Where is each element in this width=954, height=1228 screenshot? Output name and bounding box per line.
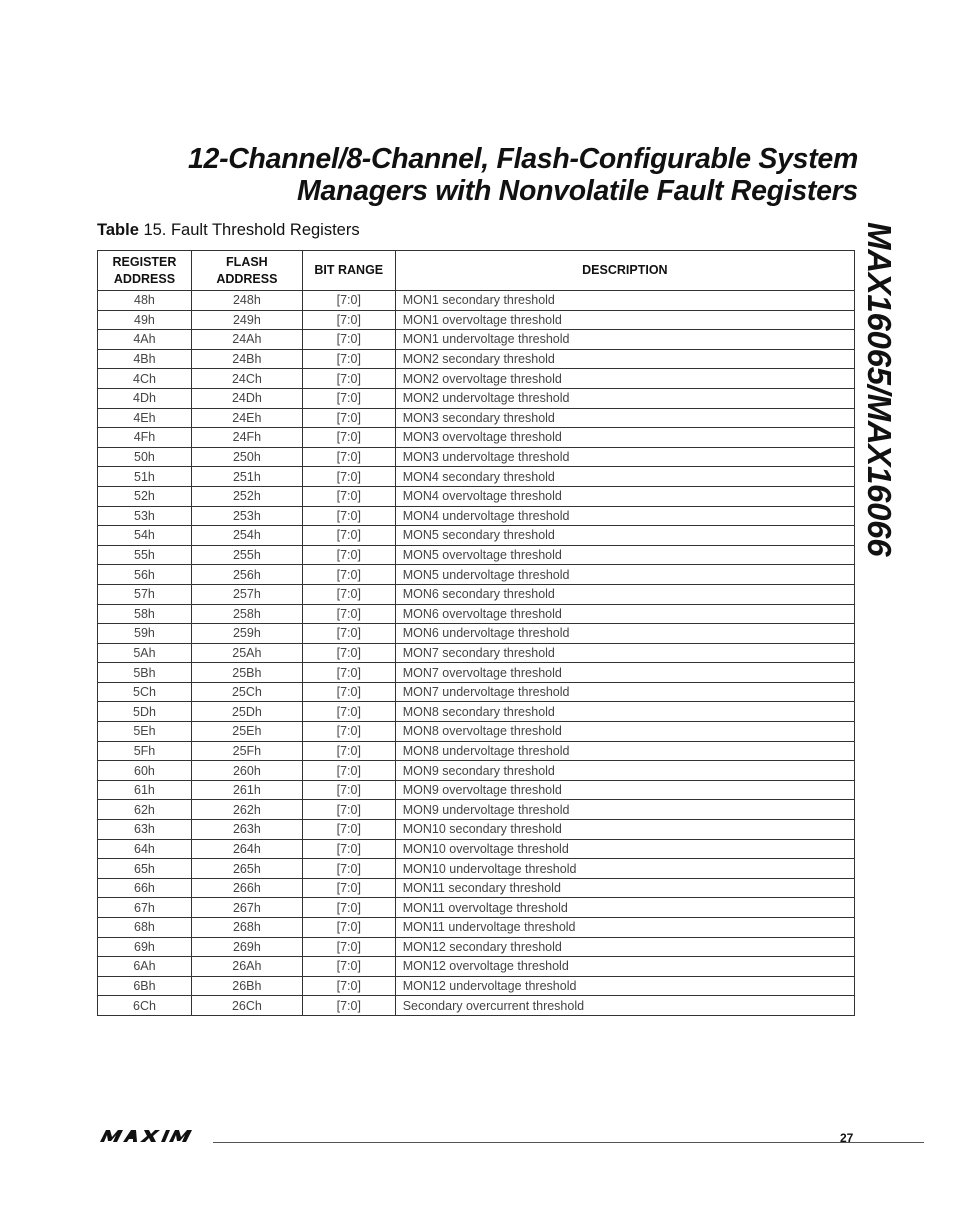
description-cell: MON8 overvoltage threshold xyxy=(395,722,854,742)
table-row xyxy=(98,506,855,526)
description-cell: MON4 undervoltage threshold xyxy=(395,506,854,526)
flash-address-cell: 259h xyxy=(191,624,302,644)
flash-address-cell: 25Dh xyxy=(191,702,302,722)
register-address-cell: 5Dh xyxy=(98,702,192,722)
table-row xyxy=(98,682,855,702)
table-caption xyxy=(97,221,360,240)
register-address-cell: 5Eh xyxy=(98,722,192,742)
description-cell: MON2 secondary threshold xyxy=(395,349,854,369)
table-row xyxy=(98,349,855,369)
bit-range-cell: [7:0] xyxy=(302,937,395,957)
flash-address-cell: 25Eh xyxy=(191,722,302,742)
maxim-logo xyxy=(98,1128,210,1144)
flash-address-cell: 269h xyxy=(191,937,302,957)
register-address-cell: 63h xyxy=(98,820,192,840)
bit-range-cell: [7:0] xyxy=(302,428,395,448)
bit-range-cell: [7:0] xyxy=(302,388,395,408)
bit-range-cell: [7:0] xyxy=(302,957,395,977)
register-address-cell: 5Fh xyxy=(98,741,192,761)
table-row xyxy=(98,839,855,859)
col-header-register-address: REGISTER ADDRESS xyxy=(98,251,192,291)
table-row xyxy=(98,545,855,565)
description-cell: MON4 secondary threshold xyxy=(395,467,854,487)
flash-address-cell: 26Ah xyxy=(191,957,302,977)
register-address-cell: 60h xyxy=(98,761,192,781)
table-row xyxy=(98,388,855,408)
flash-address-cell: 260h xyxy=(191,761,302,781)
description-cell: MON9 secondary threshold xyxy=(395,761,854,781)
register-address-cell: 65h xyxy=(98,859,192,879)
bit-range-cell: [7:0] xyxy=(302,291,395,311)
side-part-number-text: MAX16065/MAX16066 xyxy=(861,222,898,557)
description-cell: MON12 overvoltage threshold xyxy=(395,957,854,977)
bit-range-cell: [7:0] xyxy=(302,506,395,526)
table-header-row xyxy=(98,251,855,291)
description-cell: Secondary overcurrent threshold xyxy=(395,996,854,1016)
bit-range-cell: [7:0] xyxy=(302,330,395,350)
table-row xyxy=(98,761,855,781)
description-cell: MON8 undervoltage threshold xyxy=(395,741,854,761)
bit-range-cell: [7:0] xyxy=(302,467,395,487)
table-row xyxy=(98,565,855,585)
flash-address-cell: 26Ch xyxy=(191,996,302,1016)
register-address-cell: 48h xyxy=(98,291,192,311)
description-cell: MON5 overvoltage threshold xyxy=(395,545,854,565)
bit-range-cell: [7:0] xyxy=(302,918,395,938)
table-row xyxy=(98,408,855,428)
bit-range-cell: [7:0] xyxy=(302,565,395,585)
bit-range-cell: [7:0] xyxy=(302,526,395,546)
bit-range-cell: [7:0] xyxy=(302,800,395,820)
flash-address-cell: 255h xyxy=(191,545,302,565)
flash-address-cell: 26Bh xyxy=(191,976,302,996)
description-cell: MON12 undervoltage threshold xyxy=(395,976,854,996)
document-title-line-2: Managers with Nonvolatile Fault Registers xyxy=(297,175,858,207)
table-row xyxy=(98,330,855,350)
description-cell: MON2 undervoltage threshold xyxy=(395,388,854,408)
bit-range-cell: [7:0] xyxy=(302,349,395,369)
description-cell: MON6 undervoltage threshold xyxy=(395,624,854,644)
flash-address-cell: 25Ah xyxy=(191,643,302,663)
register-address-cell: 67h xyxy=(98,898,192,918)
register-address-cell: 51h xyxy=(98,467,192,487)
flash-address-cell: 265h xyxy=(191,859,302,879)
register-address-cell: 4Ah xyxy=(98,330,192,350)
bit-range-cell: [7:0] xyxy=(302,761,395,781)
description-cell: MON10 undervoltage threshold xyxy=(395,859,854,879)
flash-address-cell: 254h xyxy=(191,526,302,546)
register-address-cell: 61h xyxy=(98,780,192,800)
register-address-cell: 66h xyxy=(98,878,192,898)
bit-range-cell: [7:0] xyxy=(302,643,395,663)
flash-address-cell: 261h xyxy=(191,780,302,800)
bit-range-cell: [7:0] xyxy=(302,780,395,800)
description-cell: MON4 overvoltage threshold xyxy=(395,486,854,506)
bit-range-cell: [7:0] xyxy=(302,584,395,604)
description-cell: MON7 secondary threshold xyxy=(395,643,854,663)
description-cell: MON3 secondary threshold xyxy=(395,408,854,428)
register-address-cell: 57h xyxy=(98,584,192,604)
table-row xyxy=(98,467,855,487)
register-address-cell: 50h xyxy=(98,447,192,467)
register-address-cell: 49h xyxy=(98,310,192,330)
description-cell: MON11 overvoltage threshold xyxy=(395,898,854,918)
flash-address-cell: 249h xyxy=(191,310,302,330)
description-cell: MON5 secondary threshold xyxy=(395,526,854,546)
register-address-cell: 4Dh xyxy=(98,388,192,408)
flash-address-cell: 263h xyxy=(191,820,302,840)
bit-range-cell: [7:0] xyxy=(302,447,395,467)
bit-range-cell: [7:0] xyxy=(302,408,395,428)
table-row xyxy=(98,624,855,644)
flash-address-cell: 257h xyxy=(191,584,302,604)
table-row xyxy=(98,878,855,898)
register-address-cell: 5Ah xyxy=(98,643,192,663)
description-cell: MON9 undervoltage threshold xyxy=(395,800,854,820)
flash-address-cell: 256h xyxy=(191,565,302,585)
bit-range-cell: [7:0] xyxy=(302,663,395,683)
description-cell: MON3 overvoltage threshold xyxy=(395,428,854,448)
flash-address-cell: 264h xyxy=(191,839,302,859)
table-row xyxy=(98,291,855,311)
table-row xyxy=(98,976,855,996)
fault-threshold-table xyxy=(97,250,855,1016)
table-row xyxy=(98,722,855,742)
description-cell: MON9 overvoltage threshold xyxy=(395,780,854,800)
register-address-cell: 69h xyxy=(98,937,192,957)
footer-rule xyxy=(213,1142,924,1143)
bit-range-cell: [7:0] xyxy=(302,820,395,840)
description-cell: MON6 overvoltage threshold xyxy=(395,604,854,624)
register-address-cell: 4Bh xyxy=(98,349,192,369)
table-row xyxy=(98,486,855,506)
table-row xyxy=(98,604,855,624)
flash-address-cell: 24Fh xyxy=(191,428,302,448)
register-address-cell: 62h xyxy=(98,800,192,820)
table-row xyxy=(98,800,855,820)
flash-address-cell: 25Ch xyxy=(191,682,302,702)
flash-address-cell: 262h xyxy=(191,800,302,820)
flash-address-cell: 258h xyxy=(191,604,302,624)
table-row xyxy=(98,702,855,722)
description-cell: MON8 secondary threshold xyxy=(395,702,854,722)
col-header-description: DESCRIPTION xyxy=(395,251,854,291)
register-address-cell: 5Bh xyxy=(98,663,192,683)
bit-range-cell: [7:0] xyxy=(302,624,395,644)
flash-address-cell: 267h xyxy=(191,898,302,918)
flash-address-cell: 24Bh xyxy=(191,349,302,369)
bit-range-cell: [7:0] xyxy=(302,996,395,1016)
register-address-cell: 6Ah xyxy=(98,957,192,977)
bit-range-cell: [7:0] xyxy=(302,486,395,506)
flash-address-cell: 251h xyxy=(191,467,302,487)
table-row xyxy=(98,918,855,938)
flash-address-cell: 24Dh xyxy=(191,388,302,408)
table-row xyxy=(98,526,855,546)
table-row xyxy=(98,780,855,800)
register-address-cell: 4Eh xyxy=(98,408,192,428)
table-row xyxy=(98,428,855,448)
bit-range-cell: [7:0] xyxy=(302,722,395,742)
document-title-line-1: 12-Channel/8-Channel, Flash-Configurable System xyxy=(187,143,858,175)
flash-address-cell: 268h xyxy=(191,918,302,938)
bit-range-cell: [7:0] xyxy=(302,859,395,879)
description-cell: MON11 secondary threshold xyxy=(395,878,854,898)
bit-range-cell: [7:0] xyxy=(302,545,395,565)
description-cell: MON12 secondary threshold xyxy=(395,937,854,957)
bit-range-cell: [7:0] xyxy=(302,310,395,330)
col-header-flash-address: FLASH ADDRESS xyxy=(191,251,302,291)
description-cell: MON1 undervoltage threshold xyxy=(395,330,854,350)
table-caption-label: Table xyxy=(97,221,139,239)
description-cell: MON2 overvoltage threshold xyxy=(395,369,854,389)
flash-address-cell: 266h xyxy=(191,878,302,898)
register-address-cell: 55h xyxy=(98,545,192,565)
table-row xyxy=(98,584,855,604)
table-row xyxy=(98,663,855,683)
table-row xyxy=(98,898,855,918)
bit-range-cell: [7:0] xyxy=(302,976,395,996)
side-part-number xyxy=(862,222,902,582)
bit-range-cell: [7:0] xyxy=(302,839,395,859)
bit-range-cell: [7:0] xyxy=(302,741,395,761)
flash-address-cell: 24Eh xyxy=(191,408,302,428)
bit-range-cell: [7:0] xyxy=(302,682,395,702)
table-row xyxy=(98,741,855,761)
table-row xyxy=(98,643,855,663)
flash-address-cell: 250h xyxy=(191,447,302,467)
col-header-bit-range: BIT RANGE xyxy=(302,251,395,291)
bit-range-cell: [7:0] xyxy=(302,369,395,389)
table-row xyxy=(98,937,855,957)
table-row xyxy=(98,820,855,840)
description-cell: MON10 overvoltage threshold xyxy=(395,839,854,859)
table-row xyxy=(98,310,855,330)
register-address-cell: 52h xyxy=(98,486,192,506)
description-cell: MON1 secondary threshold xyxy=(395,291,854,311)
description-cell: MON11 undervoltage threshold xyxy=(395,918,854,938)
register-address-cell: 64h xyxy=(98,839,192,859)
table-row xyxy=(98,996,855,1016)
table-caption-title: 15. Fault Threshold Registers xyxy=(138,221,360,239)
table-row xyxy=(98,957,855,977)
table-row xyxy=(98,859,855,879)
description-cell: MON10 secondary threshold xyxy=(395,820,854,840)
register-address-cell: 5Ch xyxy=(98,682,192,702)
description-cell: MON7 overvoltage threshold xyxy=(395,663,854,683)
bit-range-cell: [7:0] xyxy=(302,604,395,624)
flash-address-cell: 24Ch xyxy=(191,369,302,389)
page-number: 27 xyxy=(840,1131,854,1145)
register-address-cell: 4Ch xyxy=(98,369,192,389)
bit-range-cell: [7:0] xyxy=(302,878,395,898)
register-address-cell: 6Bh xyxy=(98,976,192,996)
description-cell: MON5 undervoltage threshold xyxy=(395,565,854,585)
page-footer xyxy=(98,1126,858,1150)
flash-address-cell: 25Bh xyxy=(191,663,302,683)
table-row xyxy=(98,369,855,389)
bit-range-cell: [7:0] xyxy=(302,898,395,918)
flash-address-cell: 25Fh xyxy=(191,741,302,761)
register-address-cell: 59h xyxy=(98,624,192,644)
register-address-cell: 54h xyxy=(98,526,192,546)
register-address-cell: 53h xyxy=(98,506,192,526)
description-cell: MON6 secondary threshold xyxy=(395,584,854,604)
register-address-cell: 56h xyxy=(98,565,192,585)
flash-address-cell: 252h xyxy=(191,486,302,506)
table-body xyxy=(98,291,855,1016)
register-address-cell: 6Ch xyxy=(98,996,192,1016)
register-address-cell: 4Fh xyxy=(98,428,192,448)
table-row xyxy=(98,447,855,467)
description-cell: MON3 undervoltage threshold xyxy=(395,447,854,467)
document-title xyxy=(188,143,858,207)
flash-address-cell: 24Ah xyxy=(191,330,302,350)
description-cell: MON7 undervoltage threshold xyxy=(395,682,854,702)
register-address-cell: 68h xyxy=(98,918,192,938)
flash-address-cell: 253h xyxy=(191,506,302,526)
flash-address-cell: 248h xyxy=(191,291,302,311)
register-address-cell: 58h xyxy=(98,604,192,624)
description-cell: MON1 overvoltage threshold xyxy=(395,310,854,330)
bit-range-cell: [7:0] xyxy=(302,702,395,722)
